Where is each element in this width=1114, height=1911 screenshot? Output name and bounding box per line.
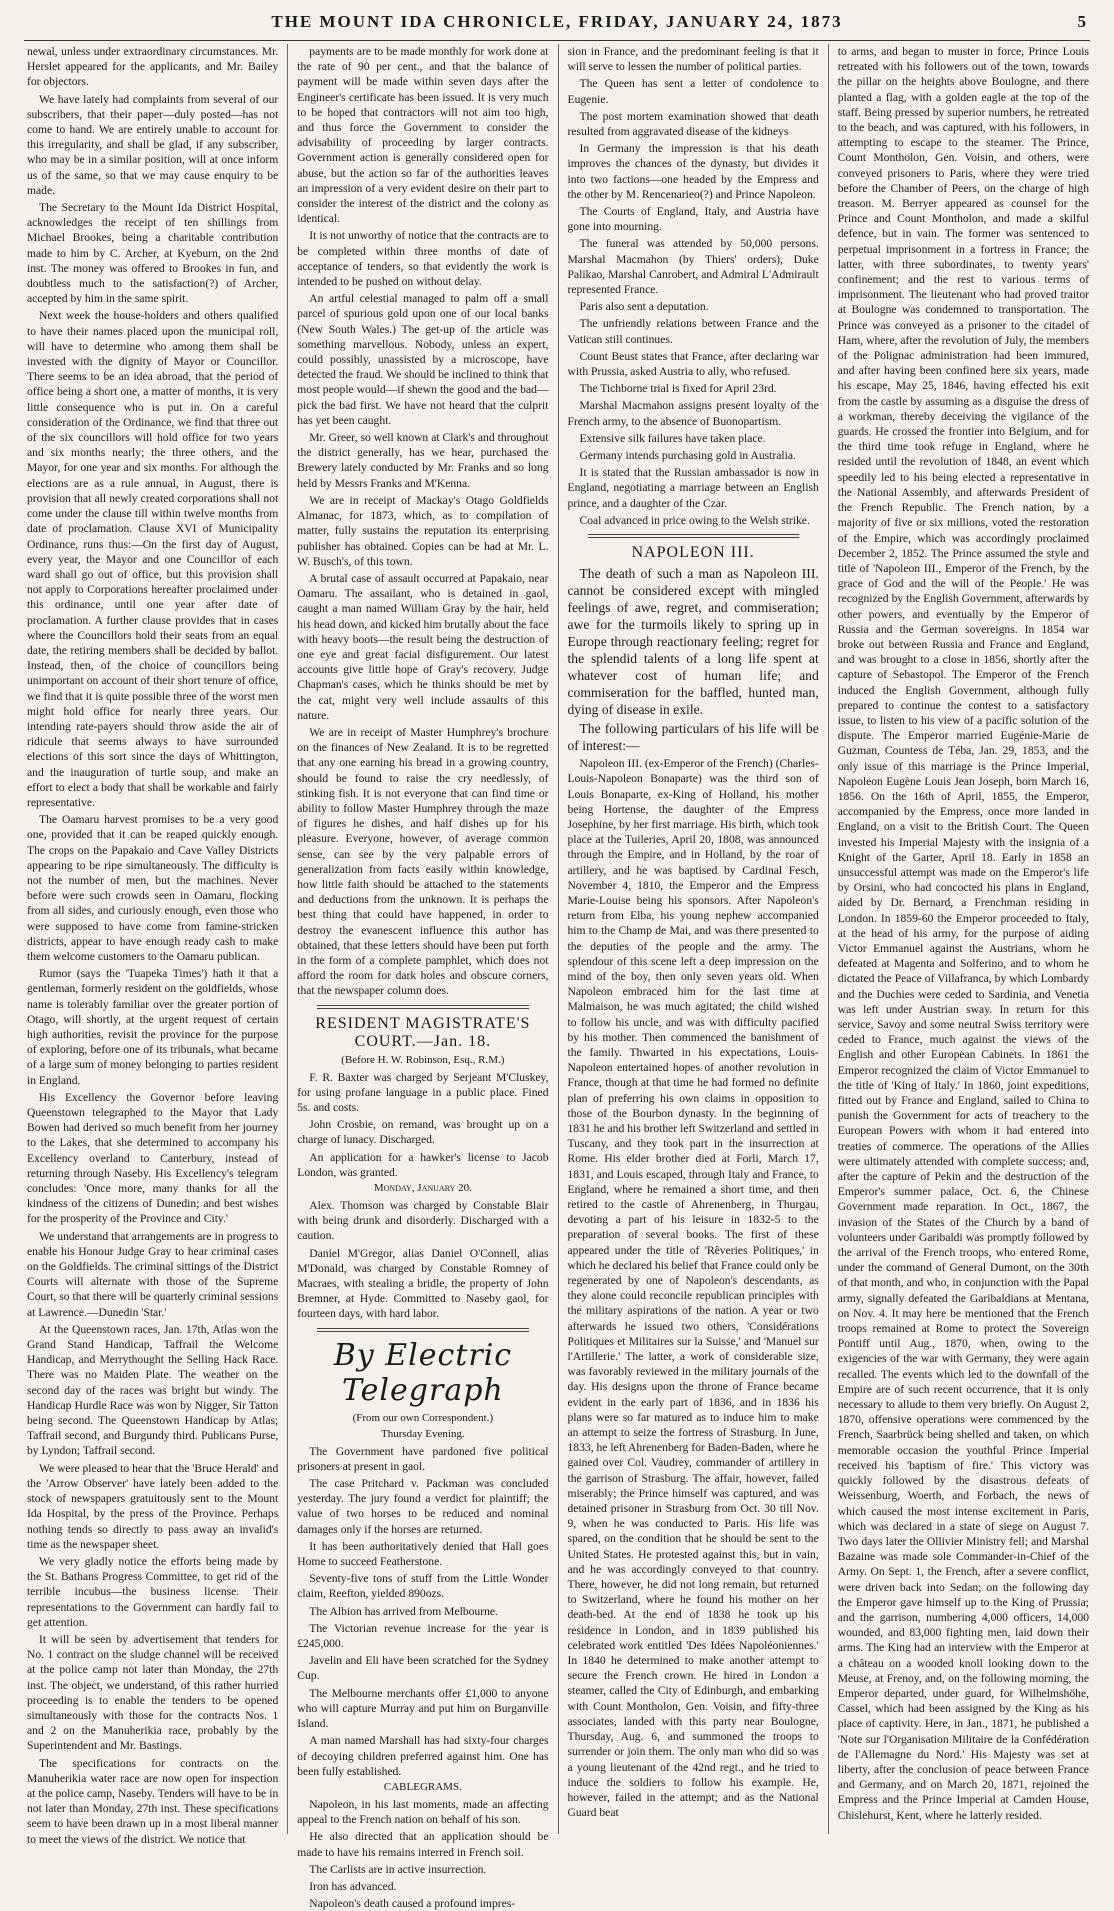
cablegram-item: Napoleon's death caused a profound impres- — [309, 1897, 516, 1911]
court-case: Alex. Thomson was charged by Constable Blair with being drunk and disorderly. Discharged with a caution. — [297, 1199, 549, 1243]
telegraph-item: It has been authoritatively denied that Hall goes Home to succeed Featherstone. — [297, 1539, 549, 1569]
court-subheading: (Before H. W. Robinson, Esq., R.M.) — [341, 1053, 505, 1066]
telegraph-item: Seventy-five tons of stuff from the Little Wonder claim, Reefton, yielded 890ozs. — [297, 1572, 549, 1601]
news-item: Rumor (says the 'Tuapeka Times') hath it that a gentleman, formerly resident on the goldfields, whose name is tolerably familiar over the greater portion of Otago, will shortly, at the urgent request of certain high authorities, revisit the province for the purpose of exploring, before one of its tribunals, what became of a large sum of money belonging to parties resident in England. — [27, 967, 279, 1087]
cable-item: The post mortem examination showed that death resulted from aggravated disease of the kidneys — [567, 109, 819, 139]
cable-item: The funeral was attended by 50,000 persons. Marshal Macmahon (by Thiers' orders), Duke Palikao, Marshal Canrobert, and Admiral L'Admirault represented France. — [567, 237, 819, 297]
cable-item: The Queen has sent a letter of condolence to Eugenie. — [567, 77, 819, 106]
column-1 — [18, 44, 287, 1846]
lead-paragraph: The following particulars of his life will be of interest:— — [567, 721, 819, 754]
news-item: newal, unless under extraordinary circumstances. Mr. Herslet appeared for the applicants, and Mr. Bailey for objectors. — [27, 45, 279, 89]
news-item: It will be seen by advertisement that tenders for No. 1 contract on the sludge channel will be received at the police camp not later than Monday, the 27th inst. The object, we understand, of this rather hurried proceeding is to enable the tenders to be opened simultaneously with those for the contracts Nos. 1 and 2 on the Manuherikia race, probably by the Superintendent and Mr. Bastings. — [27, 1632, 279, 1753]
cable-item: Paris also sent a deputation. — [579, 300, 709, 314]
news-item: We were pleased to hear that the 'Bruce Herald' and the 'Arrow Observer' have lately been added to the stock of newspapers gratuitously sent to the Mount Ida Hospital, by the press of the Province. Perhaps nothing tends so directly to pass away an invalid's time as the newspaper sheet. — [27, 1461, 279, 1551]
news-item: An artful celestial managed to palm off a small parcel of spurious gold upon one of our local banks (New South Wales.) The get-up of the article was something marvellous. Nobody, unless an expert, could possibly, unassisted by a microscope, have detected the fraud. We should be inclined to think that most people would—if shewn the good and the bad—pick the bad first. We have not heard that the culprit has yet been caught. — [297, 292, 549, 427]
section-divider — [588, 534, 799, 538]
telegraph-item: The Government have pardoned five political prisoners at present in gaol. — [297, 1444, 549, 1473]
telegraph-item: A man named Marshall has had sixty-four charges of decoying children preferred against him. One has been fully established. — [297, 1734, 549, 1778]
cable-item: The Courts of England, Italy, and Austria have gone into mourning. — [567, 205, 819, 234]
columns — [18, 44, 1098, 1911]
cablegrams-heading: CABLEGRAMS. — [383, 1780, 462, 1793]
cablegram-item: Napoleon, in his last moments, made an affecting appeal to the French nation on behalf of his son. — [297, 1797, 549, 1827]
cable-item: Coal advanced in price owing to the Welsh strike. — [579, 513, 810, 527]
news-item: The Oamaru harvest promises to be a very good one, provided that it can be reaped quickly enough. The crops on the Papakaio and Cave Valley Districts appearing to be ripe simultaneously. The difficulty is not the number of men, but the machines. Never before were such crowds seen in Oamaru, flocking from all sides, and curiously enough, even those who were supposed to have come from famine-stricken districts, appear to have enough ready cash to make them welcome customers to the Oamaru publican. — [27, 813, 279, 963]
news-item: Mr. Greer, so well known at Clark's and throughout the district generally, has we hear, purchased the Brewery lately conducted by Mr. Franks and so long held by Messrs Franks and M'Kenna. — [297, 431, 549, 490]
biography-paragraph: Napoleon III. (ex-Emperor of the French) (Charles-Louis-Napoleon Bonaparte) was the third son of Louis Bonaparte, ex-King of Holland, his mother being Hortense, the daughter of the Empress Josephine, by her first marriage. His birth, which took place at the Tuileries, April 20, 1808, was announced through the Empire, and in Holland, by the roar of artillery, and he was baptised by Cardinal Fesch, November 4, 1810, the Emperor and the Empress Marie-Louise being his sponsors. After Napoleon's return from Elba, his young nephew accompanied him to the Champ de Mai, and was there presented to the deputies of the people and the army. The splendour of this scene left a deep impression on the mind of the boy, then only seven years old. When Napoleon embraced him for the last time at Malmaison, he was much agitated; the child wished to follow his uncle, and was with difficulty pacified by his mother. Then commenced the banishment of the family. Thwarted in his expectations, Louis-Napoleon entertained hopes of another revolution in France, though at that time he had formed no definite plan of preferring his own claims in opposition to those of the Bourbon dynasty. In the beginning of 1831 he and his brother left Switzerland and settled in Tuscany, and they took part in the insurrection at Rome. His elder brother died at Forli, March 17, 1831, and Louis escaped, through Italy and France, to England, where he remained a short time, and then retired to the castle of Ahrenenberg, in Thurgau, devoting a part of his leisure in 1832-5 to the preparation of several books. The first of these appeared under the title of 'Rêveries Politiques,' in which he declared his belief that France could only be regenerated by one of Napoleon's descendants, as they alone could reconcile republican principles with the military aspirations of the nation. A year or two afterwards he issued two others, 'Considérations Politiques et Militaires sur la Suisse,' and 'Manuel sur l'Artillerie.' The latter, a work of considerable size, was favorably reviewed in the military journals of the day. His designs upon the throne of France became evident in the early part of 1836, and in 1836 his plans were so far matured as to induce him to make an attempt to seize the fortress of Strasburg. In June, 1833, he left Ahrenenberg for Baden-Baden, where he gained over Col. Vaudrey, commander of artillery in the garrison of Strasburg. The affair, however, failed miserably; the Prince himself was captured, and was detained prisoner in Strasburg from Oct. 30 till Nov. 9, when he was conducted to Paris. His life was spared, on the condition that he should be sent to the United States. He protested against this, but in vain, and he was accordingly conveyed to that country. There, however, he did not long remain, but returned to Switzerland, where he found his mother on her death-bed. At the end of 1838 he took up his residence in London, and in 1839 published his celebrated work entitled 'Des Idées Napoléoniennes.' In 1840 he determined to make another attempt to secure the French crown. He hired in London a steamer, called the City of Edinburgh, and embarking with Count Montholon, Gen. Voisin, and fifty-three associates, landed with this party near Boulogne, Thursday, Aug. 6, and summoned the troops to surrender or join them. The only man who did so was a young lieutenant of the 42nd regt., and he tried to induce the soldiers to follow his example. He, however, failed in the attempt; and as the National Guard beat — [567, 757, 819, 1820]
news-item: We are in receipt of Master Humphrey's brochure on the finances of New Zealand. It is to be regretted that any one earning his bread in a growing country, should be found to raise the cry needlessly, of stinking fish. It is not everyone that can find time or ability to follow Master Humphrey through the maze of figures he dishes, and half dishes up for his pleasure. Everyone, however, of average common sense, can see by the very palpable errors of generalization from facts easily within knowledge, how little faith should be attached to the statements and deductions from the unknown. It is perhaps the best thing that could have happened, in order to destroy the evanescent influence this author has obtained, that these letters should have been put forth in the form of a complete pamphlet, which does not afford the room for dark holes and obscure corners, that the newspaper column does. — [297, 725, 549, 998]
news-item: A brutal case of assault occurred at Papakaio, near Oamaru. The assailant, who is detained in gaol, caught a man named William Gray by the hair, held his head down, and kicked him brutally about the face with heavy boots—the result being the destruction of one eye and great facial disfigurement. Our latest accounts give little hope of Gray's recovery. Judge Chapman's cases, which he thinks should be met by the cat, might very well include assaults of this nature. — [297, 571, 549, 722]
cablegram-item: Iron has advanced. — [309, 1879, 397, 1893]
telegraph-subheading: (From our own Correspondent.) — [352, 1411, 494, 1424]
napoleon-heading: NAPOLEON III. — [631, 544, 755, 562]
page-number: 5 — [1077, 12, 1086, 31]
news-item: It is not unworthy of notice that the contracts are to be completed within three months of date of acceptance of tenders, so that evidently the work is intended to be pushed on without delay. — [297, 229, 549, 289]
news-item: The Secretary to the Mount Ida District Hospital, acknowledges the receipt of ten shillings from Michael Brookes, being a charitable contribution made to him by C. Archer, at Kyeburn, on the 2nd inst. The money was offered to Brookes in fun, and doubtless much to the satisfaction(?) of Archer, accepted by him in the same spirit. — [27, 201, 279, 306]
news-item: We understand that arrangements are in progress to enable his Honour Judge Gray to hear criminal cases on the Goldfields. The criminal sittings of the District Courts will alternate with those of the Supreme Court, so that there will be quarterly criminal sessions at Lawrence.—Dunedin 'Star.' — [27, 1229, 279, 1319]
court-case: John Crosbie, on remand, was brought up on a charge of lunacy. Discharged. — [297, 1118, 549, 1147]
news-item: We very gladly notice the efforts being made by the St. Bathans Progress Committee, to get rid of the terrible incubus—the business license. Their representations to the Government can hardly fail to get attention. — [27, 1554, 279, 1629]
news-item: Next week the house-holders and others qualified to have their names placed upon the municipal roll, will have to determine who among them shall be invested with the dignity of Mayor or Councillor. There seems to be an idea abroad, that the period of office being a short one, a matter of months, it is very little consequence who is put in. On a careful consideration of the Ordinance, we find that three out of the six councillors will hold office for two years and six months nearly; the three others, and the Mayor, for one year and six months. For although the elections are as a rule annual, in August, there is provision that all newly created corporations shall not come under the clause till within twelve months from date of proclamation. Clause XVI of Municipality Ordinance, runs thus:—On the first day of August, every year, the Mayor and one Councillor of each ward shall go out of office, but this provision shall not apply to Corporations hereafter proclaimed under this ordinance, until one year after date of proclamation. A further clause provides that in cases where the Councillors hold their seats from an equal date, the retiring members shall be decided by ballot. Instead, then, of the choice of councillors being unimportant on account of their short tenure of office, we find that it is quite possible three of the worst men might hold office for nearly three years. Our intending rate-payers should throw aside the air of ridicule that seems always to have surrounded elections of this sort since the days of Whittington, and the inauguration of turtle soup, and make an effort to elect a body that shall be workable and fairly representative. — [27, 309, 279, 809]
cable-item: Germany intends purchasing gold in Australia. — [579, 449, 796, 463]
cablegram-item: The Carlists are in active insurrection. — [309, 1862, 487, 1876]
news-item: We are in receipt of Mackay's Otago Goldfields Almanac, for 1873, which, as to compilation of matter, fully sustains the reputation its enterprising publisher has obtained. Copies can be had at Mr. L. W. Busch's, of this town. — [297, 493, 549, 568]
column-3 — [558, 44, 828, 1834]
news-item: We have lately had complaints from several of our subscribers, that their paper—duly posted—has not come to hand. We are entirely unable to account for this irregularity, and shall be glad, if any subscriber, who may be in a similar position, will at once inform us of the same, so that we may cause enquiry to be made. — [27, 92, 279, 197]
cable-item: sion in France, and the predominant feeling is that it will serve to lessen the number of political parties. — [567, 45, 819, 74]
monday-heading: Monday, January 20. — [373, 1182, 472, 1195]
column-2 — [287, 44, 557, 1911]
biography-paragraph: to arms, and began to muster in force, Prince Louis retreated with his followers out of the town, towards the pillar on the heights above Boulogne, and there planted a flag, with a golden eagle at the top of the staff. Being pressed by superior numbers, he retreated to the beach, and was captured, with his followers, in attempting to escape to the steamer. The Prince, Count Montholon, Gen. Voisin, and others, were conveyed prisoners to Paris, where they were tried before the Chamber of Peers, on the charge of high treason. M. Berryer appeared as counsel for the Prince and Count Montholon, and made a skilful defence, but in vain. The former was sentenced to perpetual imprisonment in a fortress in France; the latter, with three subordinates, to twenty years' confinement; and the rest to various terms of imprisonment. The lieutenant who had proved traitor at Boulogne was condemned to transportation. The Prince was conveyed as a prisoner to the citadel of Ham, where, after the revolution of July, the members of the Polignac administration had been immured, and after having been confined here six years, made his escape, May 25, 1846, having effected his exit from the castle by assuming as a disguise the dress of a workman, thereby deceiving the vigilance of the guards. He crossed the frontier into Belgium, and for the third time took refuge in England, where he resided until the revolution of 1848, an event which speedily led to his being elected a representative in the National Assembly, and afterwards President of the French Republic. The French nation, by a majority of five or six millions, voted the restoration of the Empire, which was accordingly proclaimed December 2, 1852. The Prince assumed the style and title of 'Napoleon III., Emperor of the French, by the grace of God and the will of the People.' He was recognized by the English Government, afterwards by other powers, and eventually by the Emperor of Russia and the German sovereigns. In 1854 war broke out between Russia and France and England, and was brought to a close in 1856, shortly after the capture of Sebastopol. The Emperor of the French induced the English Government, although fully prepared to continue the contest to a satisfactory issue, to listen to his view of a pacific solution of the dispute. The Emperor married Eugénie-Marie de Guzman, Countess de Téba, Jan. 29, 1853, and the only issue of this marriage is the Prince Imperial, Napoleon Eugène Louis Jean Joseph, born March 16, 1856. On the 16th of April, 1855, the Emperor, accompanied by the Empress, once more landed in England, on a visit to the British Court. The Queen invested his Imperial Majesty with the insignia of a Knight of the Garter, April 18. Early in 1858 an unsuccessful attempt was made on the Emperor's life by Orsini, who had concocted his plans in England, aided by Dr. Bernard, a Frenchman residing in London. In 1859-60 the Emperor proceeded to Italy, at the head of his army, for the purpose of aiding Victor Emmanuel against the Austrians, whom he defeated at Magenta and Solferino, and to whom he dictated the Peace of Villafranca, by which Lombardy and the Duchies were ceded to Sardinia, and Venetia was left under Austrian sway. In return for this service, Savoy and some neutral Swiss territory were ceded to France, much against the views of the English and other European Cabinets. In 1861 the Emperor recognized the claim of Victor Emmanuel to the title of 'King of Italy.' In 1860, joint expeditions, fitted out by France and England, sailed to China to punish the Government for acts of treachery to the European Powers with whom it had entered into treaties of commerce. The operations of the Allies were ultimately attended with complete success; and, after the capture of Pekin and the destruction of the Emperor's summer palace, Oct. 6, the Chinese Government made reparation. In Oct., 1867, the invasion of the States of the Church by a band of volunteers under Garibaldi was promptly followed by the arrival of the French troops, who entered Rome, under the command of General Dumont, on the 30th of that month, and who, in conjunction with the Papal army, signally defeated the Garibaldians at Mentana, on Nov. 4. It may here be mentioned that the French troops remained at Rome to protect the Sovereign Pontiff until Aug., 1870, when, owing to the exigencies of the war with Germany, they were again recalled. The events which led to the downfall of the Empire are of such recent occurrence, that it is only necessary to allude to them very briefly. On August 2, 1870, offensive operations were commenced by the French, Saarbrück being shelled and taken, on which memorable occasion the youthful Prince Imperial received his 'baptism of fire.' This victory was quickly followed by the disastrous defeats of Weissenburg, Woerth, and Forbach, the news of which caused the most intense excitement in Paris, which was declared in a state of siege on August 7. Two days later the Ollivier Ministry fell; and Marshal Bazaine was made sole Commander-in-Chief of the Army. On Sept. 1, the French, after a severe conflict, were driven back into Sedan; on the following day the Emperor gave himself up to the King of Prussia; and the garrison, numbering 4,000 officers, 14,000 wounded, and 83,000 fighting men, laid down their arms. The King had an interview with the Emperor at a château on a wooded knoll looking down to the Meuse, at Frenoy, and, on the following morning, the Emperor departed, under guard, for Wilhelmshöhe, Cassel, which had been assigned by the King as his place of captivity. Here, in Jan., 1871, he published a 'Note sur l'Organisation Militaire de la Confédération de l'Allemagne du Nord.' His Majesty was set at liberty, after the conclusion of peace between France and Germany, and on March 20, 1871, rejoined the Empress and the Prince Imperial at Camden House, Chislehurst, Kent, where he latterly resided. — [837, 45, 1089, 1822]
cablegram-item: He also directed that an application should be made to have his remains interred in French soil. — [297, 1830, 549, 1859]
cable-item: The Tichborne trial is fixed for April 23rd. — [579, 382, 777, 396]
telegraph-item: The Albion has arrived from Melbourne. — [309, 1604, 498, 1618]
masthead — [24, 6, 1090, 41]
masthead-title: THE MOUNT IDA CHRONICLE, FRIDAY, JANUARY 24, 1873 — [271, 12, 843, 31]
cable-item: Marshal Macmahon assigns present loyalty of the French army, to the absence of Buonopartism. — [567, 399, 819, 428]
news-item: payments are to be made monthly for work done at the rate of 90 per cent., and that the balance of payment will be made within seven days after the Engineer's certificate has been issued. It is very much to be hoped that contractors will not aim too high, and thus force the Government to consider the advisability of proceeding by larger contracts. Government action is generally considered open for abuse, but the action so far of the authorities leaves an impression of a very evident desire on their part to consider the interest of the district and the colony as identical. — [297, 45, 549, 226]
cable-item: In Germany the impression is that his death improves the chances of the dynasty, but divides it into two factions—one headed by the Empress and the other by M. Rencenarieo(?) and Prince Napoleon. — [567, 142, 819, 201]
column-4 — [828, 44, 1098, 1834]
news-item: His Excellency the Governor before leaving Queenstown telegraphed to the Mayor that Lady Bowen had derived so much benefit from her journey to the Lakes, that she determined to accompany his Excellency overland to Canterbury, instead of returning through Naseby. His Excellency's telegram concludes: 'Once more, many thanks for all the kindness of the citizens of Dunedin; and best wishes for the prosperity of the Province and City.' — [27, 1090, 279, 1226]
telegraph-item: Javelin and Eli have been scratched for the Sydney Cup. — [297, 1654, 549, 1683]
news-item: The specifications for contracts on the Manuherikia water race are now open for inspection at the police camp, Naseby. Tenders will have to be in not later than Monday, 27th inst. These specifications seem to have been drawn up in a most liberal manner to meet the views of the district. We notice that — [27, 1756, 279, 1846]
court-case: F. R. Baxter was charged by Serjeant M'Cluskey, for using profane language in a public place. Fined 5s. and costs. — [297, 1070, 549, 1114]
cable-item: The unfriendly relations between France and the Vatican still continues. — [567, 317, 819, 346]
cable-item: It is stated that the Russian ambassador is now in England, negotiating a marriage between an English prince, and a daughter of the Czar. — [567, 466, 819, 510]
court-case: Daniel M'Gregor, alias Daniel O'Connell, alias M'Donald, was charged by Constable Romney of Macraes, with stealing a bridle, the property of John Bremner, at Hyde. Committed to Naseby gaol, for fourteen days, with hard labor. — [297, 1246, 549, 1321]
telegraph-dateline: Thursday Evening. — [381, 1427, 465, 1440]
cable-item: Count Beust states that France, after declaring war with Prussia, asked Austria to ally, who refused. — [567, 349, 819, 379]
news-item: At the Queenstown races, Jan. 17th, Atlas won the Grand Stand Handicap, Taffrail the Welcome Handicap, and Merrythought the Selling Hack Race. There was no Maiden Plate. The weather on the second day of the races was bright but windy. The Handicap Hurdle Race was won by Nigger, Sir Tatton being second. The Queenstown Handicap by Atlas; Taffrail second, and Burgundy third. Publicans Purse, by Lyndon; Taffrail second. — [27, 1322, 279, 1458]
telegraph-heading: By Electric Telegraph — [333, 1337, 513, 1408]
section-divider — [317, 1005, 528, 1009]
telegraph-item: The Melbourne merchants offer £1,000 to anyone who will capture Murray and put him on Burganville Island. — [297, 1686, 549, 1731]
napoleon-lead — [568, 565, 819, 754]
lead-paragraph: The death of such a man as Napoleon III. cannot be considered except with mingled feelings of awe, regret, and commiseration; awe for the turmoils likely to spring up in Europe through reactionary feeling; regret for the splendid talents of a long life spent at whatever cost of human life; and commiseration for the baffled, hunted man, dying of disease in exile. — [567, 566, 819, 718]
court-case: An application for a hawker's license to Jacob London, was granted. — [297, 1150, 549, 1179]
court-heading: RESIDENT MAGISTRATE'S COURT.—Jan. 18. — [315, 1014, 531, 1050]
telegraph-item: The Victorian revenue increase for the year is £245,000. — [297, 1621, 549, 1651]
telegraph-item: The case Pritchard v. Packman was concluded yesterday. The jury found a verdict for plaintiff; the value of two horses to be reduced and nominal damages only if the horses are returned. — [297, 1477, 549, 1536]
section-divider — [317, 1328, 528, 1332]
cable-item: Extensive silk failures have taken place. — [579, 431, 766, 445]
